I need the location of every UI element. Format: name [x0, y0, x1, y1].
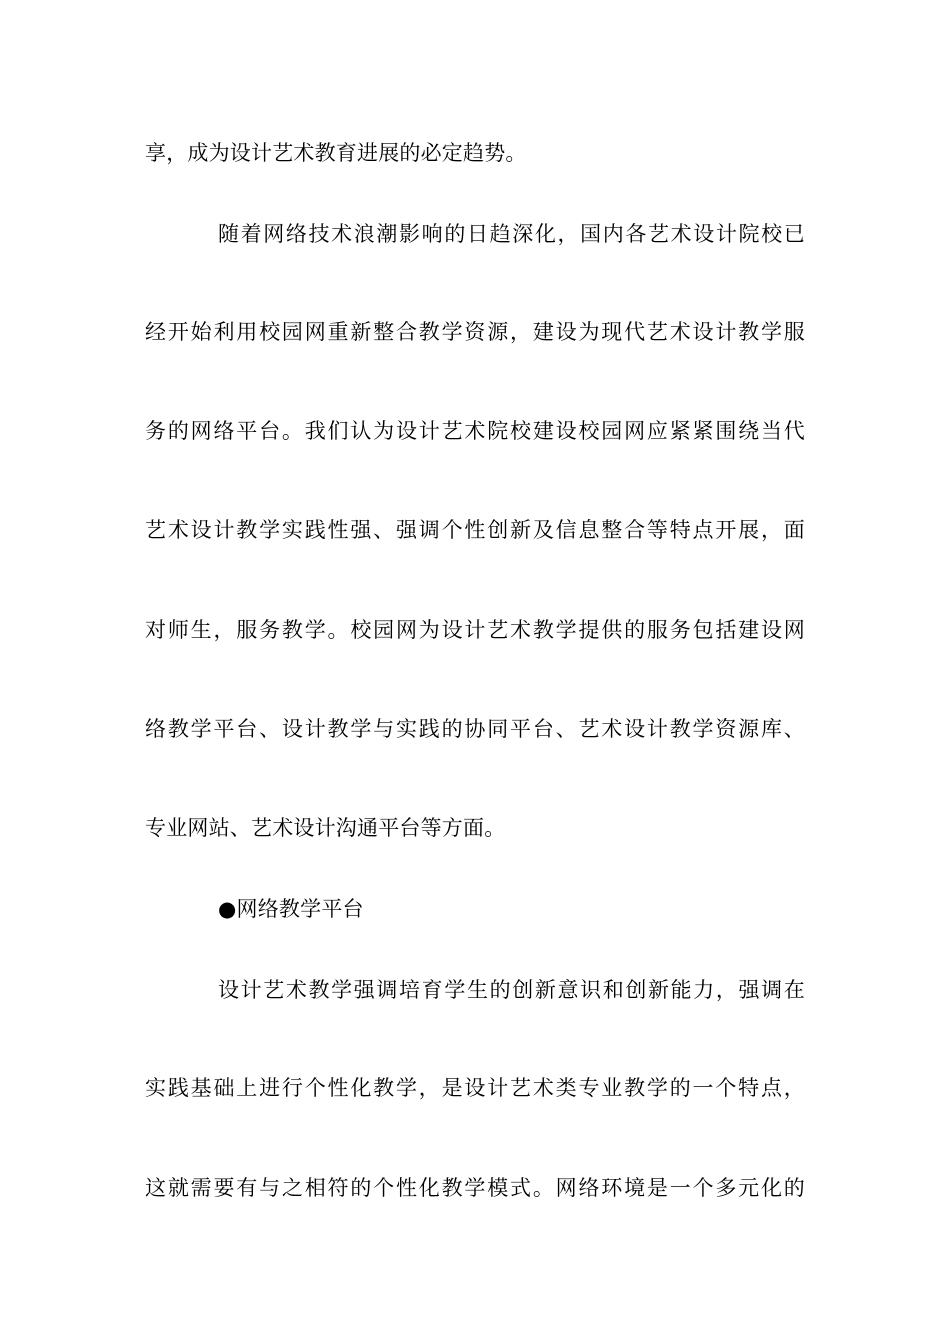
paragraph-1-line-6: 络教学平台、设计教学与实践的协同平台、艺术设计教学资源库、	[145, 717, 805, 741]
paragraph-2-line-3: 这就需要有与之相符的个性化教学模式。网络环境是一个多元化的	[145, 1176, 805, 1200]
paragraph-1-line-4: 艺术设计教学实践性强、强调个性创新及信息整合等特点开展，面	[145, 518, 805, 542]
paragraph-2-line-1: 设计艺术教学强调培育学生的创新意识和创新能力，强调在	[218, 978, 805, 1002]
paragraph-1-line-3: 务的网络平台。我们认为设计艺术院校建设校园网应紧紧围绕当代	[145, 419, 805, 443]
text-line-1: 享，成为设计艺术教育进展的必定趋势。	[145, 141, 527, 165]
section-heading: ●网络教学平台	[218, 897, 364, 921]
paragraph-1-line-7: 专业网站、艺术设计沟通平台等方面。	[145, 816, 506, 840]
paragraph-1-line-2: 经开始利用校园网重新整合教学资源，建设为现代艺术设计教学服	[145, 320, 805, 344]
paragraph-2-line-2: 实践基础上进行个性化教学，是设计艺术类专业教学的一个特点，	[145, 1076, 805, 1100]
paragraph-1-line-5: 对师生，服务教学。校园网为设计艺术教学提供的服务包括建设网	[145, 618, 805, 642]
paragraph-1-line-1: 随着网络技术浪潮影响的日趋深化，国内各艺术设计院校已	[218, 222, 805, 246]
